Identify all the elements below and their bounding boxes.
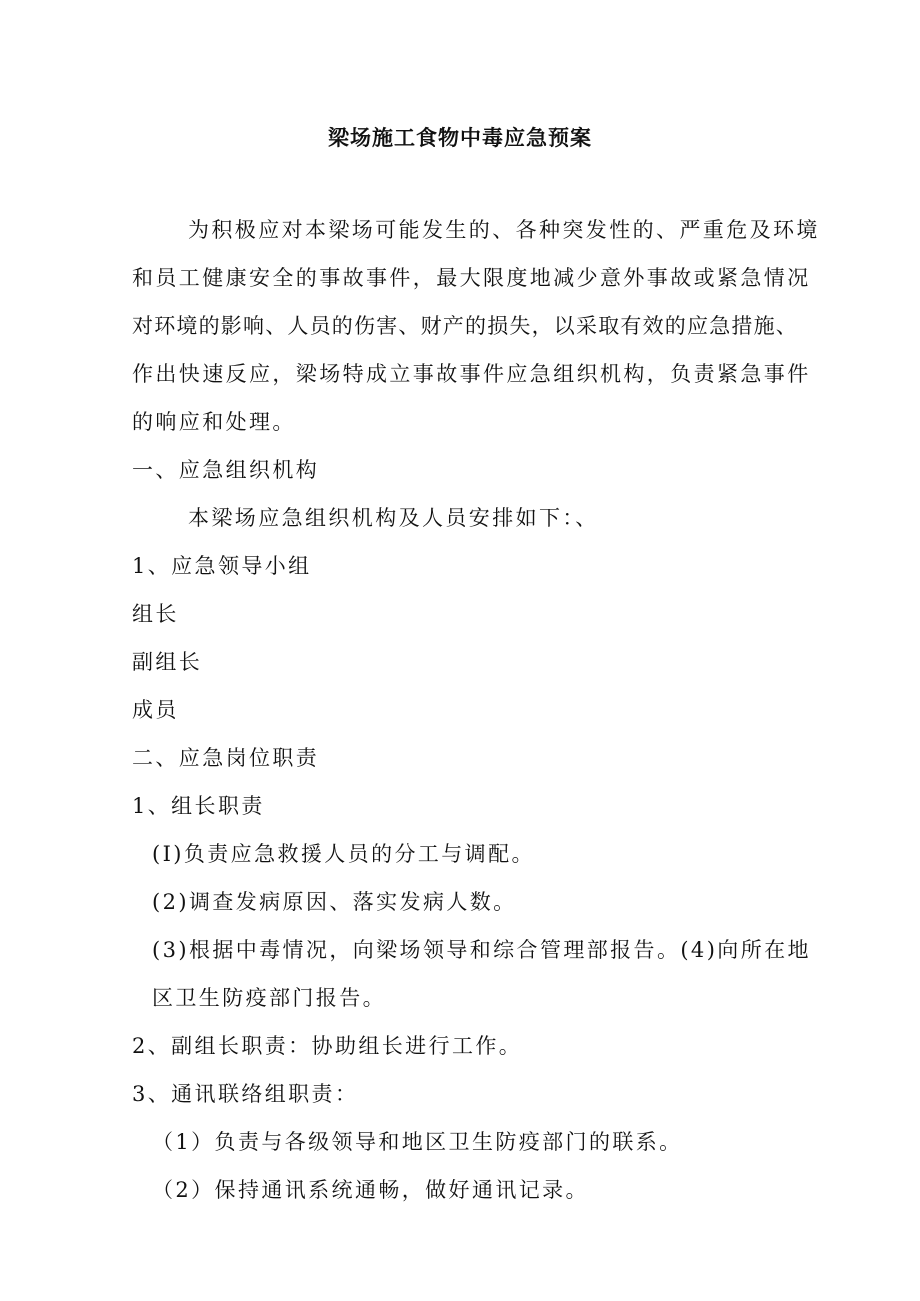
section2-heading: 二、应急岗位职责	[132, 746, 320, 770]
comm-duty-1: （1）负责与各级领导和地区卫生防疫部门的联系。	[152, 1130, 683, 1154]
intro-line-2: 和员工健康安全的事故事件，最大限度地减少意外事故或紧急情况	[132, 266, 811, 290]
leader-duty-2: (2)调查发病原因、落实发病人数。	[152, 890, 517, 914]
leader-duties-heading: 1、组长职责	[132, 794, 265, 818]
section1-sub1-heading: 1、应急领导小组	[132, 554, 312, 578]
leader-duty-3-cont: 区卫生防疫部门报告。	[152, 986, 386, 1010]
intro-line-4: 作出快速反应，梁场特成立事故事件应急组织机构，负责紧急事件	[132, 362, 811, 386]
document-title: 梁场施工食物中毒应急预案	[328, 126, 592, 150]
intro-line-3: 对环境的影响、人员的伤害、财产的损失，以采取有效的应急措施、	[132, 314, 798, 338]
section1-heading: 一、应急组织机构	[132, 458, 320, 482]
leader-duty-1: (I)负责应急救援人员的分工与调配。	[152, 842, 535, 866]
role-member: 成员	[132, 698, 179, 722]
section1-intro: 本梁场应急组织机构及人员安排如下：、	[188, 506, 599, 530]
comm-duties-heading: 3、通讯联络组职责：	[132, 1082, 359, 1106]
deputy-duties: 2、副组长职责：协助组长进行工作。	[132, 1034, 523, 1058]
intro-line-5: 的响应和处理。	[132, 410, 296, 434]
role-leader: 组长	[132, 602, 179, 626]
intro-line-1: 为积极应对本梁场可能发生的、各种突发性的、严重危及环境	[188, 218, 820, 242]
role-deputy: 副组长	[132, 650, 203, 674]
leader-duty-3: (3)根据中毒情况，向梁场领导和综合管理部报告。(4)向所在地	[152, 938, 811, 962]
comm-duty-2: （2）保持通讯系统通畅，做好通讯记录。	[152, 1178, 589, 1202]
